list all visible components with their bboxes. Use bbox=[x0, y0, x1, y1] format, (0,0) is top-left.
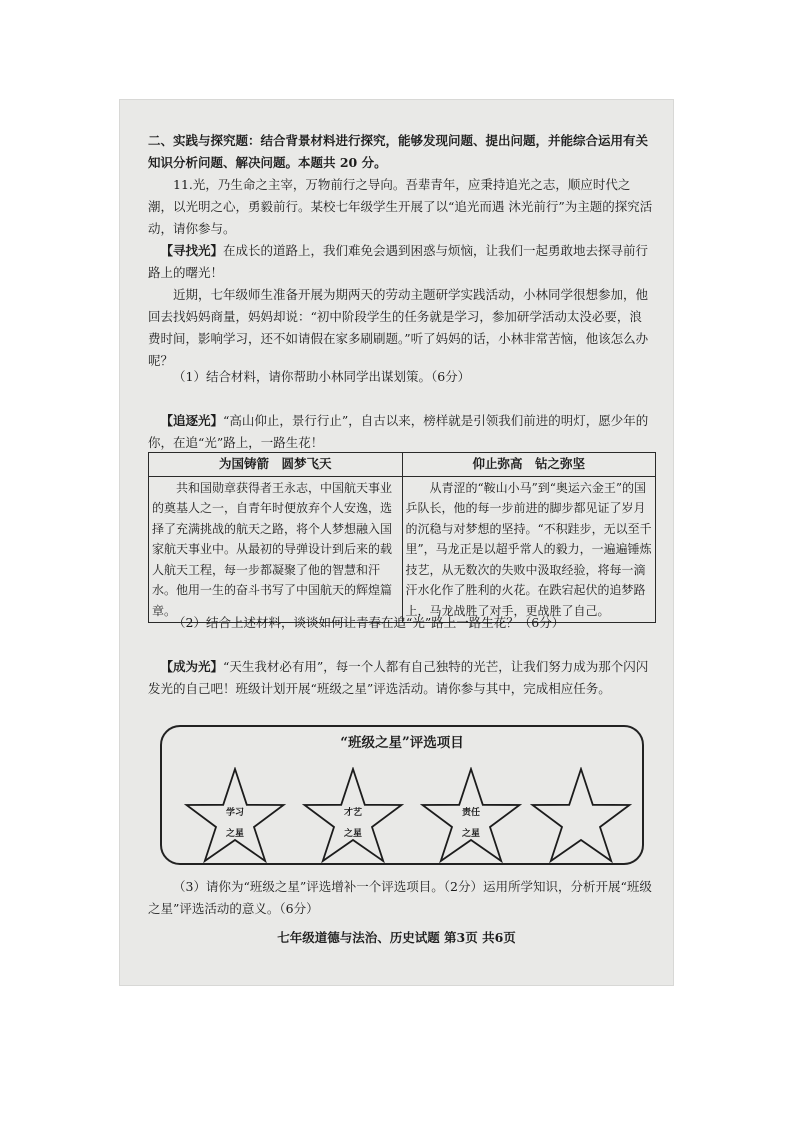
chase-light-tag: 【追逐光】 bbox=[160, 413, 224, 428]
become-light-tag: 【成为光】 bbox=[160, 659, 224, 674]
star-responsibility-label bbox=[420, 803, 522, 845]
become-light-paragraph bbox=[148, 656, 654, 700]
star-label-line1: 责任 bbox=[461, 808, 480, 818]
table-row bbox=[149, 476, 656, 623]
page-footer: 七年级道德与法治、历史试题 第3页 共6页 bbox=[277, 930, 516, 945]
class-star-box bbox=[160, 725, 644, 865]
star-study bbox=[184, 767, 286, 863]
find-light-story: 近期，七年级师生准备开展为期两天的劳动主题研学实践活动，小林同学很想参加，他回去找妈妈商量，妈妈却说：“初中阶段学生的任务就是学习，参加研学活动太没必要，浪费时间，影响学习，还不如请假在家多刷刷题。”听了妈妈的话，小林非常苦恼，他该怎么办呢？ bbox=[148, 287, 649, 368]
find-light-paragraph bbox=[148, 240, 654, 284]
question-11-intro: 11.光，乃生命之主宰，万物前行之导向。吾辈青年，应秉持追光之志，顺应时代之潮，以光明之心，勇毅前行。某校七年级学生开展了以“追光而遇 沐光前行”为主题的探究活动，请你参与。 bbox=[148, 177, 653, 236]
find-light-lead: 在成长的道路上，我们难免会遇到困惑与烦恼，让我们一起勇敢地去探寻前行路上的曙光！ bbox=[148, 243, 649, 280]
star-label-line2: 之星 bbox=[461, 829, 480, 839]
section-heading: 二、实践与探究题：结合背景材料进行探究，能够发现问题、提出问题，并能综合运用有关知识分析问题、解决问题。本题共 20 分。 bbox=[148, 133, 649, 170]
star-talent-label bbox=[302, 803, 404, 845]
question-2: （2）结合上述材料，谈谈如何让青春在追“光”路上一路生花？（6分） bbox=[173, 615, 565, 630]
chase-light-paragraph bbox=[148, 410, 654, 454]
table-cell-right bbox=[402, 476, 656, 623]
wang-yongzhi-story: 共和国勋章获得者王永志，中国航天事业的奠基人之一，自青年时便放弃个人安逸，选择了充满挑战的航天之路，将个人梦想融入国家航天事业中。从最初的导弹设计到后来的载人航天工程，每一步都凝聚了他的智慧和汗水。他用一生的奋斗书写了中国航天的辉煌篇章。 bbox=[152, 480, 393, 618]
exam-page bbox=[120, 100, 673, 985]
become-light-lead: “天生我材必有用”，每一个人都有自己独特的光芒，让我们努力成为那个闪闪发光的自己吧！班级计划开展“班级之星”评选活动。请你参与其中，完成相应任务。 bbox=[148, 659, 649, 696]
table-header-right: 仰止弥高 钻之弥坚 bbox=[402, 453, 656, 477]
table-header-left: 为国铸箭 圆梦飞天 bbox=[149, 453, 403, 477]
star-label-line2: 之星 bbox=[343, 829, 362, 839]
star-responsibility bbox=[420, 767, 522, 863]
table-cell-left bbox=[149, 476, 403, 623]
star-outline-icon bbox=[530, 767, 632, 863]
star-blank-answer[interactable] bbox=[530, 767, 632, 863]
star-label-line1: 学习 bbox=[225, 808, 244, 818]
find-light-tag: 【寻找光】 bbox=[160, 243, 224, 258]
ma-long-story: 从青涩的“鞍山小马”到“奥运六金王”的国乒队长，他的每一步前进的脚步都见证了岁月的沉稳与对梦想的坚持。“不积跬步，无以至千里”，马龙正是以超乎常人的毅力，一遍遍锤炼技艺，从无数次的失败中汲取经验，将每一滴汗水化作了胜利的火花。在跌宕起伏的追梦路上，马龙战胜了对手，更战胜了自己。 bbox=[405, 480, 652, 618]
question-1: （1）结合材料，请你帮助小林同学出谋划策。（6分） bbox=[173, 369, 471, 384]
star-label-line2: 之星 bbox=[225, 829, 244, 839]
role-model-table bbox=[148, 452, 656, 623]
chase-light-lead: “高山仰止，景行行止”，自古以来，榜样就是引领我们前进的明灯，愿少年的你，在追“光”路上，一路生花！ bbox=[148, 413, 649, 450]
star-label-line1: 才艺 bbox=[343, 808, 362, 818]
star-study-label bbox=[184, 803, 286, 845]
question-3: （3）请你为“班级之星”评选增补一个评选项目。（2分）运用所学知识，分析开展“班级之星”评选活动的意义。（6分） bbox=[148, 879, 652, 916]
table-header-row bbox=[149, 453, 656, 477]
star-talent bbox=[302, 767, 404, 863]
class-star-box-title: “班级之星”评选项目 bbox=[340, 735, 464, 751]
